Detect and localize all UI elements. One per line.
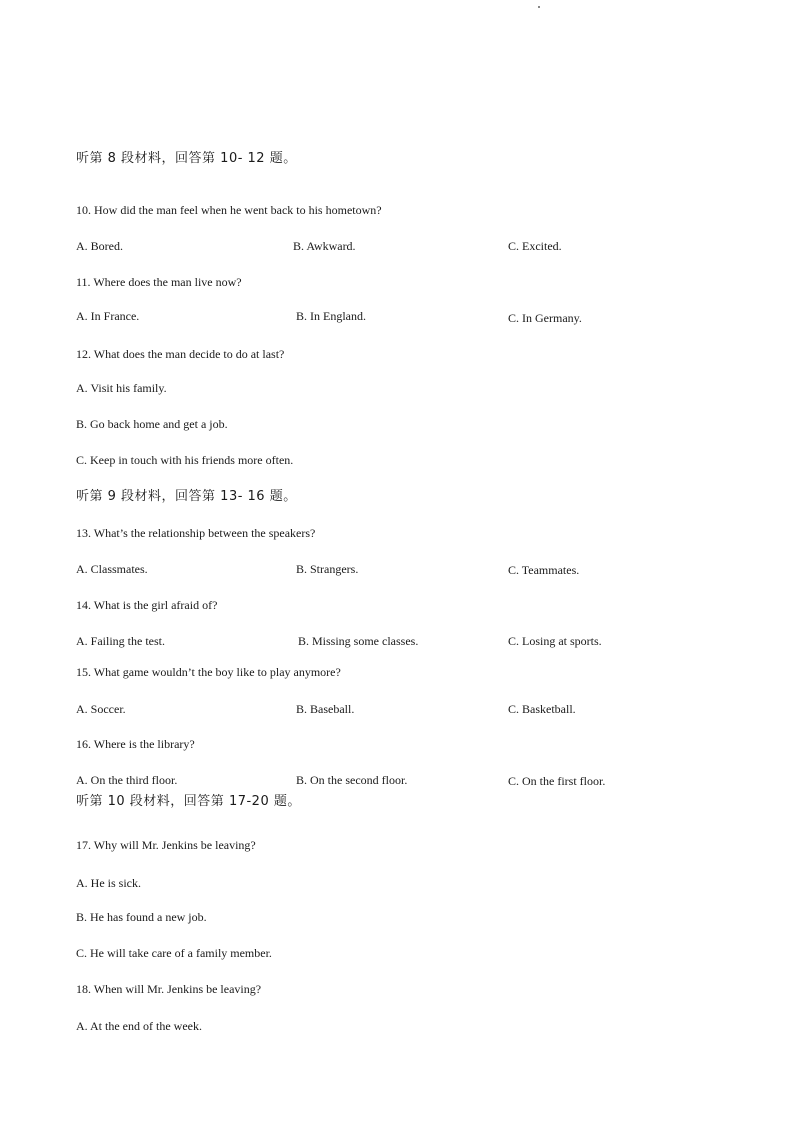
q14-option-b: B. Missing some classes. bbox=[298, 634, 419, 648]
q10-option-b: B. Awkward. bbox=[293, 239, 356, 253]
question-14: 14. What is the girl afraid of? bbox=[76, 598, 218, 612]
q13-option-c: C. Teammates. bbox=[508, 563, 580, 577]
q12-option-c: C. Keep in touch with his friends more often. bbox=[76, 453, 294, 467]
question-11: 11. Where does the man live now? bbox=[76, 275, 242, 289]
question-17: 17. Why will Mr. Jenkins be leaving? bbox=[76, 838, 256, 852]
q11-option-b: B. In England. bbox=[296, 309, 366, 323]
header-dot bbox=[538, 6, 540, 8]
q12-option-a: A. Visit his family. bbox=[76, 381, 167, 395]
q16-option-b: B. On the second floor. bbox=[296, 773, 408, 787]
q17-option-c: C. He will take care of a family member. bbox=[76, 946, 272, 960]
q13-option-a: A. Classmates. bbox=[76, 562, 148, 576]
q16-option-c: C. On the first floor. bbox=[508, 774, 606, 788]
q12-option-b: B. Go back home and get a job. bbox=[76, 417, 228, 431]
question-12: 12. What does the man decide to do at last? bbox=[76, 347, 285, 361]
q18-option-a: A. At the end of the week. bbox=[76, 1019, 202, 1033]
q11-option-c: C. In Germany. bbox=[508, 311, 582, 325]
q16-option-a: A. On the third floor. bbox=[76, 773, 178, 787]
question-18: 18. When will Mr. Jenkins be leaving? bbox=[76, 982, 262, 996]
question-10: 10. How did the man feel when he went back to his hometown? bbox=[76, 203, 382, 217]
q15-option-a: A. Soccer. bbox=[76, 702, 126, 716]
q17-option-b: B. He has found a new job. bbox=[76, 910, 207, 924]
q17-option-a: A. He is sick. bbox=[76, 876, 141, 890]
q15-option-c: C. Basketball. bbox=[508, 702, 576, 716]
section-header-10: 听第 10 段材料，回答第 17-20 题。 bbox=[76, 794, 301, 809]
q15-option-b: B. Baseball. bbox=[296, 702, 355, 716]
q14-option-c: C. Losing at sports. bbox=[508, 634, 602, 648]
question-13: 13. What’s the relationship between the speakers? bbox=[76, 526, 316, 540]
q13-option-b: B. Strangers. bbox=[296, 562, 359, 576]
q11-option-a: A. In France. bbox=[76, 309, 140, 323]
section-header-8: 听第 8 段材料，回答第 10- 12 题。 bbox=[76, 151, 297, 166]
section-header-9: 听第 9 段材料，回答第 13- 16 题。 bbox=[76, 489, 297, 504]
question-15: 15. What game wouldn’t the boy like to play anymore? bbox=[76, 665, 341, 679]
question-16: 16. Where is the library? bbox=[76, 737, 195, 751]
q10-option-c: C. Excited. bbox=[508, 239, 562, 253]
q14-option-a: A. Failing the test. bbox=[76, 634, 165, 648]
q10-option-a: A. Bored. bbox=[76, 239, 123, 253]
